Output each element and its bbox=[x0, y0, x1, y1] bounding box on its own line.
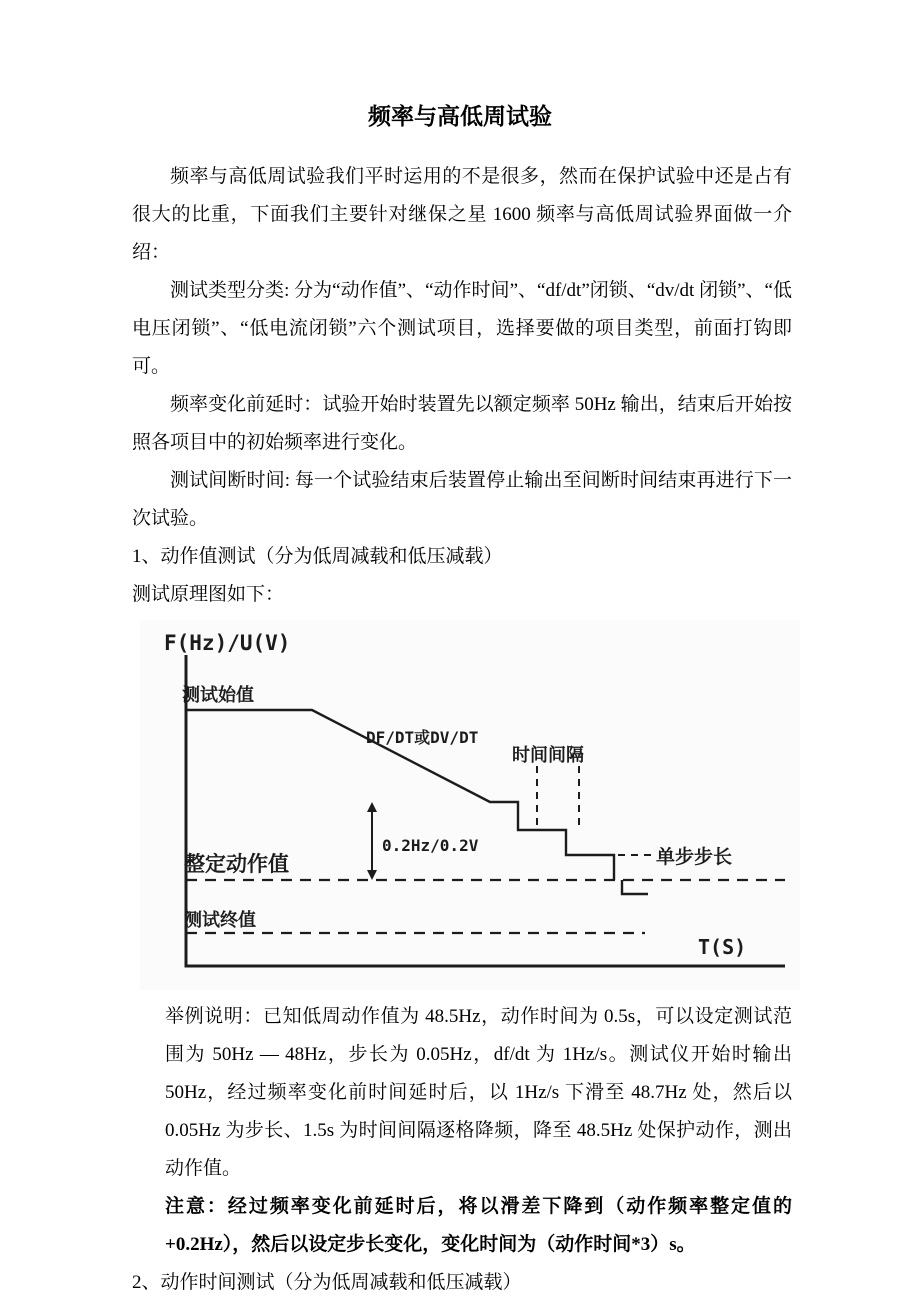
paragraph-section-2: 2、动作时间测试（分为低周减载和低压减载） bbox=[132, 1272, 522, 1293]
diagram-step-height-arrow bbox=[367, 802, 377, 880]
paragraph-test-types: 测试类型分类: 分为“动作值”、“动作时间”、“df/dt”闭锁、“dv/dt 闭锁”、“低电压闭锁”、“低电流闭锁”六个测试项目，选择要做的项目类型，前面打钩即可。 bbox=[132, 280, 792, 377]
paragraph-intro: 频率与高低周试验我们平时运用的不是很多，然而在保护试验中还是占有很大的比重，下面我们主要针对继保之星 1600 频率与高低周试验界面做一介绍： bbox=[132, 166, 792, 263]
paragraph-diagram-caption: 测试原理图如下： bbox=[132, 584, 285, 605]
paragraph-section-1: 1、动作值测试（分为低周减载和低压减载） bbox=[132, 546, 503, 567]
paragraph-example: 举例说明：已知低周动作值为 48.5Hz，动作时间为 0.5s，可以设定测试范围为 50Hz — 48Hz，步长为 0.05Hz，df/dt 为 1Hz/s。测试仪开始时输出 50Hz，经过频率变化前时间延时后，以 1Hz/s 下滑至 48.7Hz 处，然后以 0.05Hz 为步长、1.5s 为时间间隔逐格降频，降至 48.5Hz 处保护动作，测出动作值。 bbox=[165, 1006, 792, 1179]
diagram-step-height-label: 0.2Hz/0.2V bbox=[382, 836, 479, 855]
diagram-slope-label: DF/DT或DV/DT bbox=[366, 728, 479, 747]
diagram-svg bbox=[140, 620, 800, 990]
diagram-axes bbox=[186, 655, 785, 966]
test-principle-diagram bbox=[140, 620, 800, 990]
diagram-time-interval-label: 时间间隔 bbox=[512, 745, 584, 766]
paragraph-interval-time: 测试间断时间: 每一个试验结束后装置停止输出至间断时间结束再进行下一次试验。 bbox=[132, 470, 792, 529]
diagram-y-axis-label: F(Hz)/U(V) bbox=[164, 631, 291, 655]
paragraph-note: 注意：经过频率变化前延时后，将以滑差下降到（动作频率整定值的+0.2Hz），然后以设定步长变化，变化时间为（动作时间*3）s。 bbox=[165, 1196, 792, 1255]
document-body bbox=[132, 158, 792, 1302]
diagram-x-axis-label: T(S) bbox=[698, 935, 747, 959]
paragraph-pre-delay: 频率变化前延时：试验开始时装置先以额定频率 50Hz 输出，结束后开始按照各项目中的初始频率进行变化。 bbox=[132, 394, 792, 453]
diagram-test-end-label: 测试终值 bbox=[184, 910, 256, 931]
diagram-test-start-label: 测试始值 bbox=[182, 685, 254, 706]
diagram-set-action-label: 整定动作值 bbox=[184, 852, 289, 876]
diagram-time-interval-marks bbox=[537, 766, 579, 828]
document-title: 频率与高低周试验 bbox=[368, 104, 552, 129]
diagram-step-length-label: 单步步长 bbox=[656, 846, 733, 868]
